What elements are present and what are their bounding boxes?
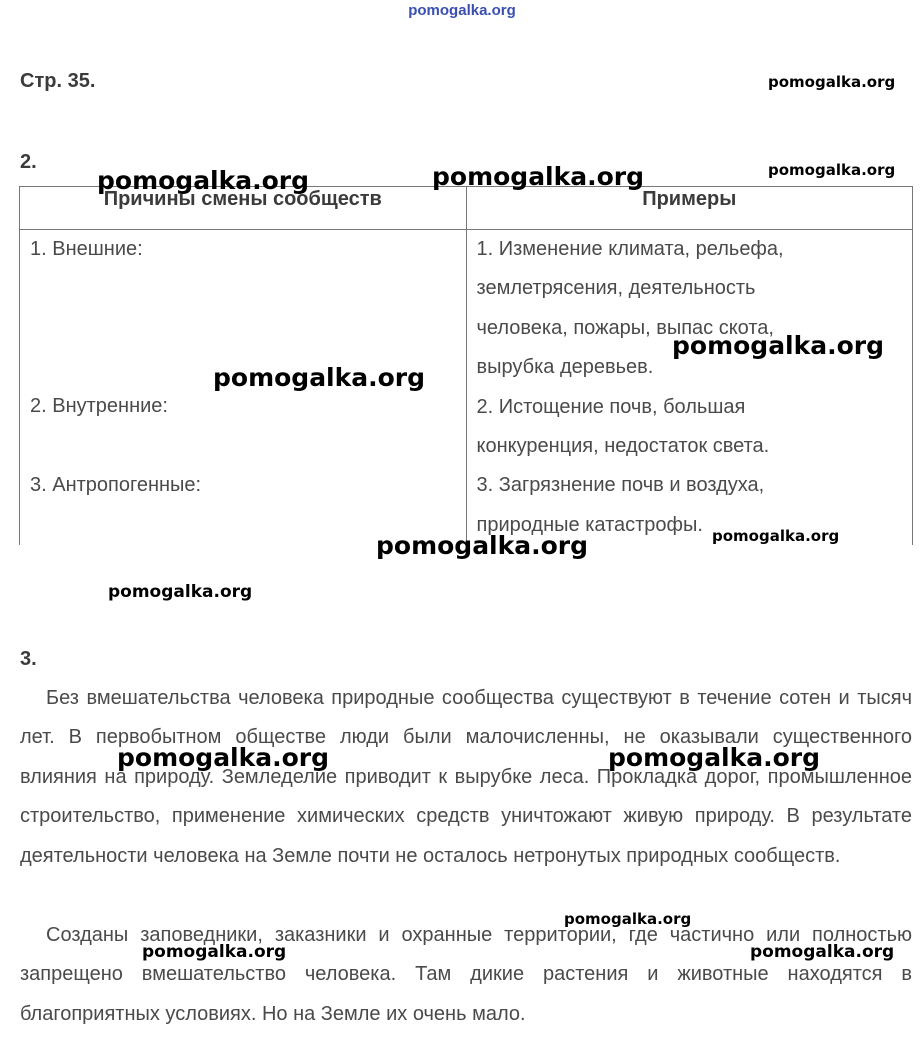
watermark: pomogalka.org: [376, 531, 589, 560]
causes-table: [19, 186, 913, 545]
watermark: pomogalka.org: [608, 743, 821, 772]
watermark: pomogalka.org: [712, 527, 840, 545]
watermark: pomogalka.org: [768, 161, 896, 179]
cause-anthropogenic: 3. Антропогенные:: [30, 474, 202, 497]
watermark: pomogalka.org: [142, 942, 287, 962]
header-watermark: pomogalka.org: [408, 2, 516, 19]
watermark: pomogalka.org: [672, 331, 885, 360]
page-label: Стр. 35.: [20, 70, 96, 92]
watermark: pomogalka.org: [213, 363, 426, 392]
task-3-paragraph-2: Созданы заповедники, заказники и охранные территории, где частично или полностью запрещено вмешательство человека. Там дикие растения и животные находятся в благоприятных условиях. Но на Земле их очень мало.: [20, 924, 912, 1025]
example-line: 2. Истощение почв, большая: [476, 395, 746, 418]
watermark: pomogalka.org: [108, 582, 253, 602]
example-line: конкуренция, недостаток света.: [476, 435, 770, 458]
watermark: pomogalka.org: [117, 743, 330, 772]
example-line: человека, пожары, выпас скота,: [476, 316, 774, 339]
example-line: вырубка деревьев.: [476, 356, 654, 379]
task-3-paragraph-1: Без вмешательства человека природные сообщества существуют в течение сотен и тысяч лет. В первобытном обществе люди были малочисленны, не оказывали существенного влияния на природу. Земледелие приводит к вырубке леса. Прокладка дорог, промышленное строительство, применение химических средств уничтожают живую природу. В результате деятельности человека на Земле почти не осталось нетронутых природных сообществ.: [20, 687, 912, 867]
watermark: pomogalka.org: [750, 942, 895, 962]
column-header-causes: Причины смены сообществ: [20, 187, 467, 230]
example-line: 3. Загрязнение почв и воздуха,: [476, 474, 765, 497]
example-line: землетрясения, деятельность: [476, 277, 756, 300]
cause-internal: 2. Внутренние:: [30, 395, 168, 418]
task-3-number: 3.: [20, 648, 37, 670]
column-header-examples: Примеры: [466, 187, 913, 230]
watermark: pomogalka.org: [768, 73, 896, 91]
cause-external: 1. Внешние:: [30, 238, 143, 260]
watermark: pomogalka.org: [97, 166, 310, 195]
watermark: pomogalka.org: [564, 910, 692, 928]
examples-cell: [466, 230, 913, 546]
example-line: 1. Изменение климата, рельефа,: [476, 238, 784, 260]
task-2-number: 2.: [20, 151, 37, 173]
example-line: природные катастрофы.: [476, 513, 703, 536]
watermark: pomogalka.org: [432, 162, 645, 191]
